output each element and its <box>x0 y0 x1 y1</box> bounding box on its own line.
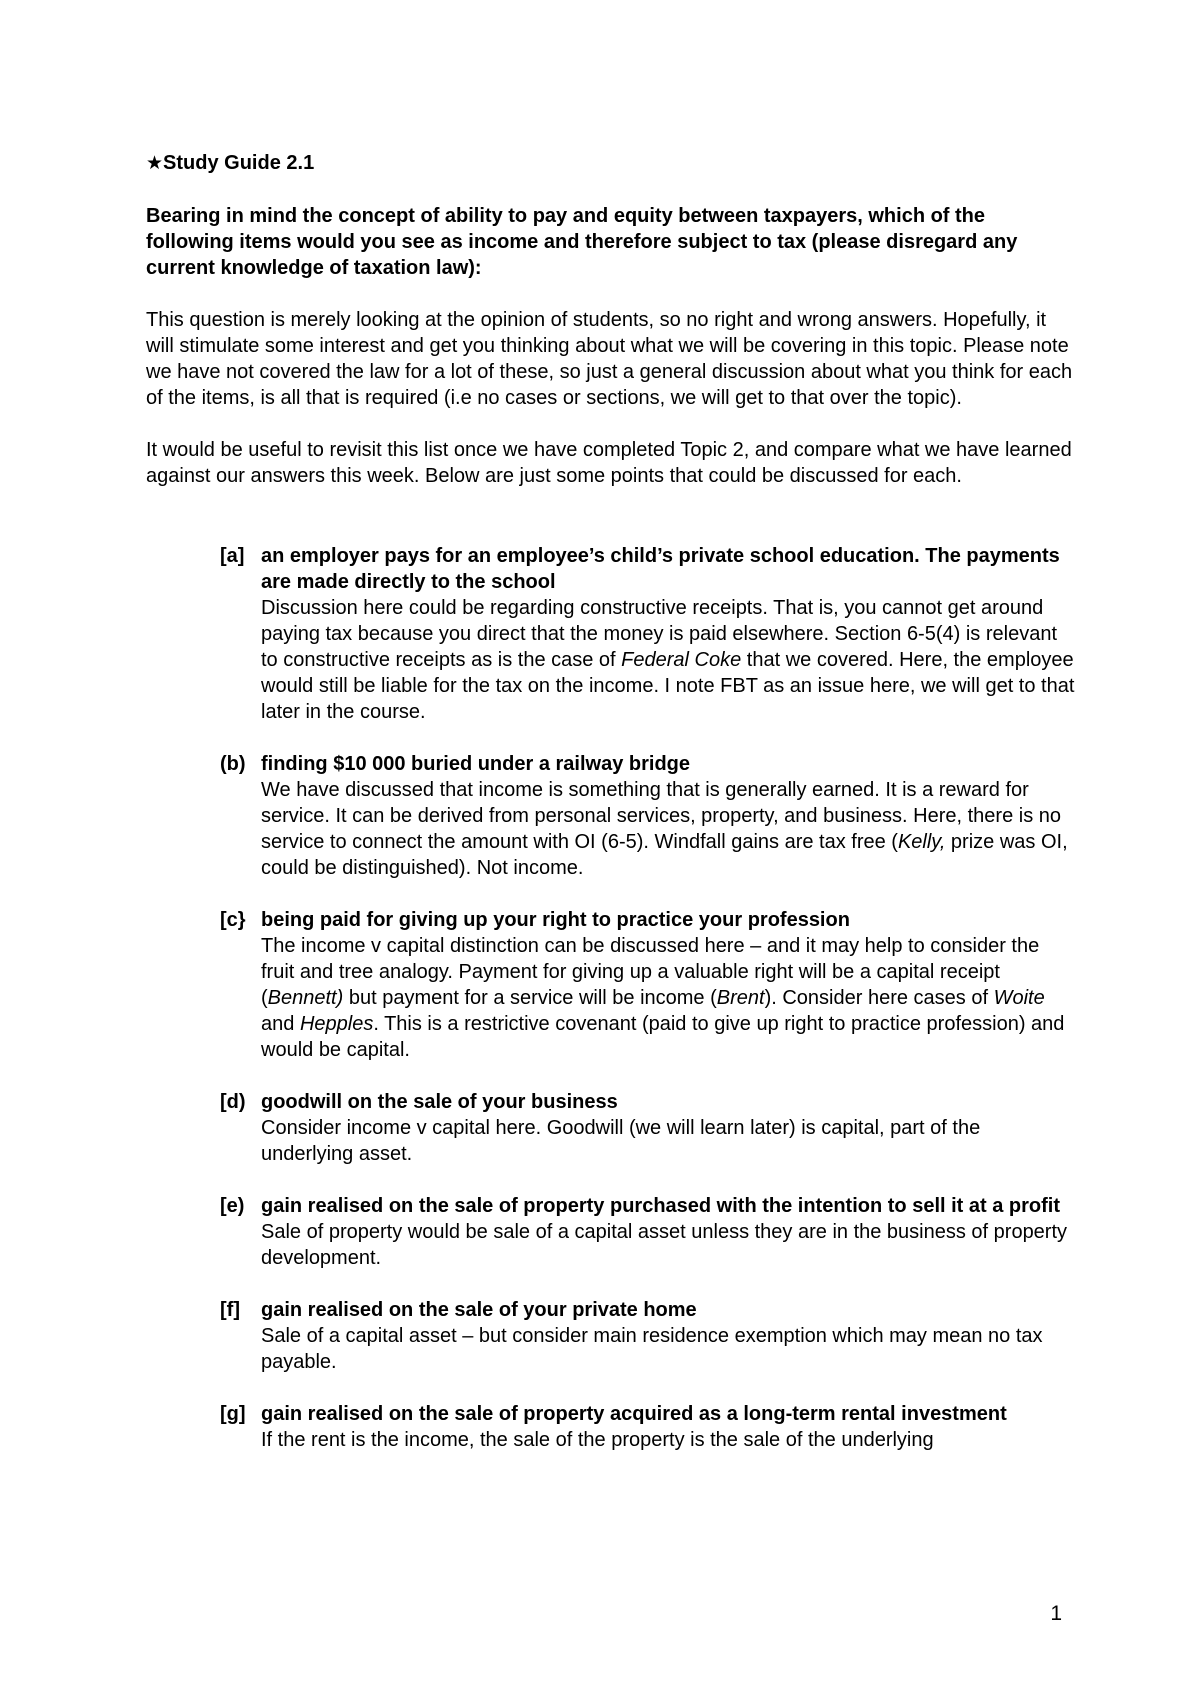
star-icon: ★ <box>146 153 164 174</box>
question-text: Bearing in mind the concept of ability to pay and equity between taxpayers, which of the following items would you see as income and therefore subject to tax (please disregard any current knowledge of taxation law): <box>146 205 1018 279</box>
case-name: Kelly, <box>897 831 946 853</box>
title-text: Study Guide 2.1 <box>163 152 315 174</box>
item-heading: finding $10 000 buried under a railway bridge <box>261 753 691 775</box>
list-item-e <box>146 1193 1076 1271</box>
item-discussion: Sale of a capital asset – but consider main residence exemption which may mean no tax payable. <box>261 1325 1043 1373</box>
item-discussion: If the rent is the income, the sale of the property is the sale of the underlying <box>261 1429 934 1451</box>
text-part: and <box>261 1013 300 1035</box>
item-letter: [f] <box>220 1299 240 1321</box>
case-name: Hepples <box>299 1013 374 1035</box>
item-list <box>146 543 1076 1453</box>
case-name: Bennett) <box>267 987 344 1009</box>
item-discussion: Sale of property would be sale of a capital asset unless they are in the business of property development. <box>261 1221 1068 1269</box>
list-item-b <box>146 751 1076 881</box>
list-item-g <box>146 1401 1076 1453</box>
case-name: Woite <box>993 987 1045 1009</box>
document-body <box>146 150 1076 1479</box>
item-discussion: Consider income v capital here. Goodwill (we will learn later) is capital, part of the underlying asset. <box>261 1117 981 1165</box>
page-title <box>146 150 1076 177</box>
list-item-f <box>146 1297 1076 1375</box>
list-item-a <box>146 543 1076 725</box>
list-item-c <box>146 907 1076 1063</box>
item-heading: gain realised on the sale of property acquired as a long-term rental investment <box>261 1403 1007 1425</box>
item-letter: [g] <box>220 1403 246 1425</box>
page-number: 1 <box>1050 1602 1062 1625</box>
item-discussion <box>261 933 1076 1063</box>
text-part: prize was OI, could be distinguished). Not income. <box>261 831 1068 879</box>
text-part: but payment for a service will be income ( <box>343 987 717 1009</box>
item-letter: [e) <box>220 1195 245 1217</box>
item-heading: being paid for giving up your right to practice your profession <box>261 909 850 931</box>
item-heading: goodwill on the sale of your business <box>261 1091 618 1113</box>
item-letter: [d) <box>220 1091 246 1113</box>
case-name: Federal Coke <box>621 649 742 671</box>
item-letter: [c} <box>220 909 246 931</box>
intro-paragraph-1: This question is merely looking at the opinion of students, so no right and wrong answers. Hopefully, it will stimulate some interest and get you thinking about what we will be covering in this topic. Please note we have not covered the law for a lot of these, so just a general discussion about what you think for each of the items, is all that is required (i.e no cases or sections, we will get to that over the topic). <box>146 309 1073 409</box>
text-part: We have discussed that income is something that is generally earned. It is a reward for service. It can be derived from personal services, property, and business. Here, there is no service to connect the amount with OI (6-5). Windfall gains are tax free ( <box>261 779 1062 853</box>
item-letter: (b) <box>220 753 246 775</box>
item-discussion <box>261 595 1076 725</box>
text-part: Discussion here could be regarding constructive receipts. That is, you cannot get around paying tax because you direct that the money is paid elsewhere. Section 6-5(4) is relevant to constructive receipts as is the case of <box>261 597 1057 671</box>
text-part: The income v capital distinction can be discussed here – and it may help to consider the fruit and tree analogy. Payment for giving up a valuable right will be a capital receipt ( <box>261 935 1040 1009</box>
text-part: that we covered. Here, the employee would still be liable for the tax on the income. I note FBT as an issue here, we will get to that later in the course. <box>261 649 1075 723</box>
case-name: Brent <box>716 987 765 1009</box>
text-part: . This is a restrictive covenant (paid to give up right to practice profession) and would be capital. <box>261 1013 1065 1061</box>
item-discussion <box>261 777 1076 881</box>
item-heading: gain realised on the sale of property purchased with the intention to sell it at a profit <box>261 1195 1060 1217</box>
list-item-d <box>146 1089 1076 1167</box>
item-heading: gain realised on the sale of your private home <box>261 1299 697 1321</box>
intro-paragraph-2: It would be useful to revisit this list once we have completed Topic 2, and compare what we have learned against our answers this week. Below are just some points that could be discussed for each. <box>146 439 1072 487</box>
item-heading: an employer pays for an employee’s child’s private school education. The payments are made directly to the school <box>261 545 1060 593</box>
text-part: ). Consider here cases of <box>764 987 994 1009</box>
item-letter: [a] <box>220 545 245 567</box>
